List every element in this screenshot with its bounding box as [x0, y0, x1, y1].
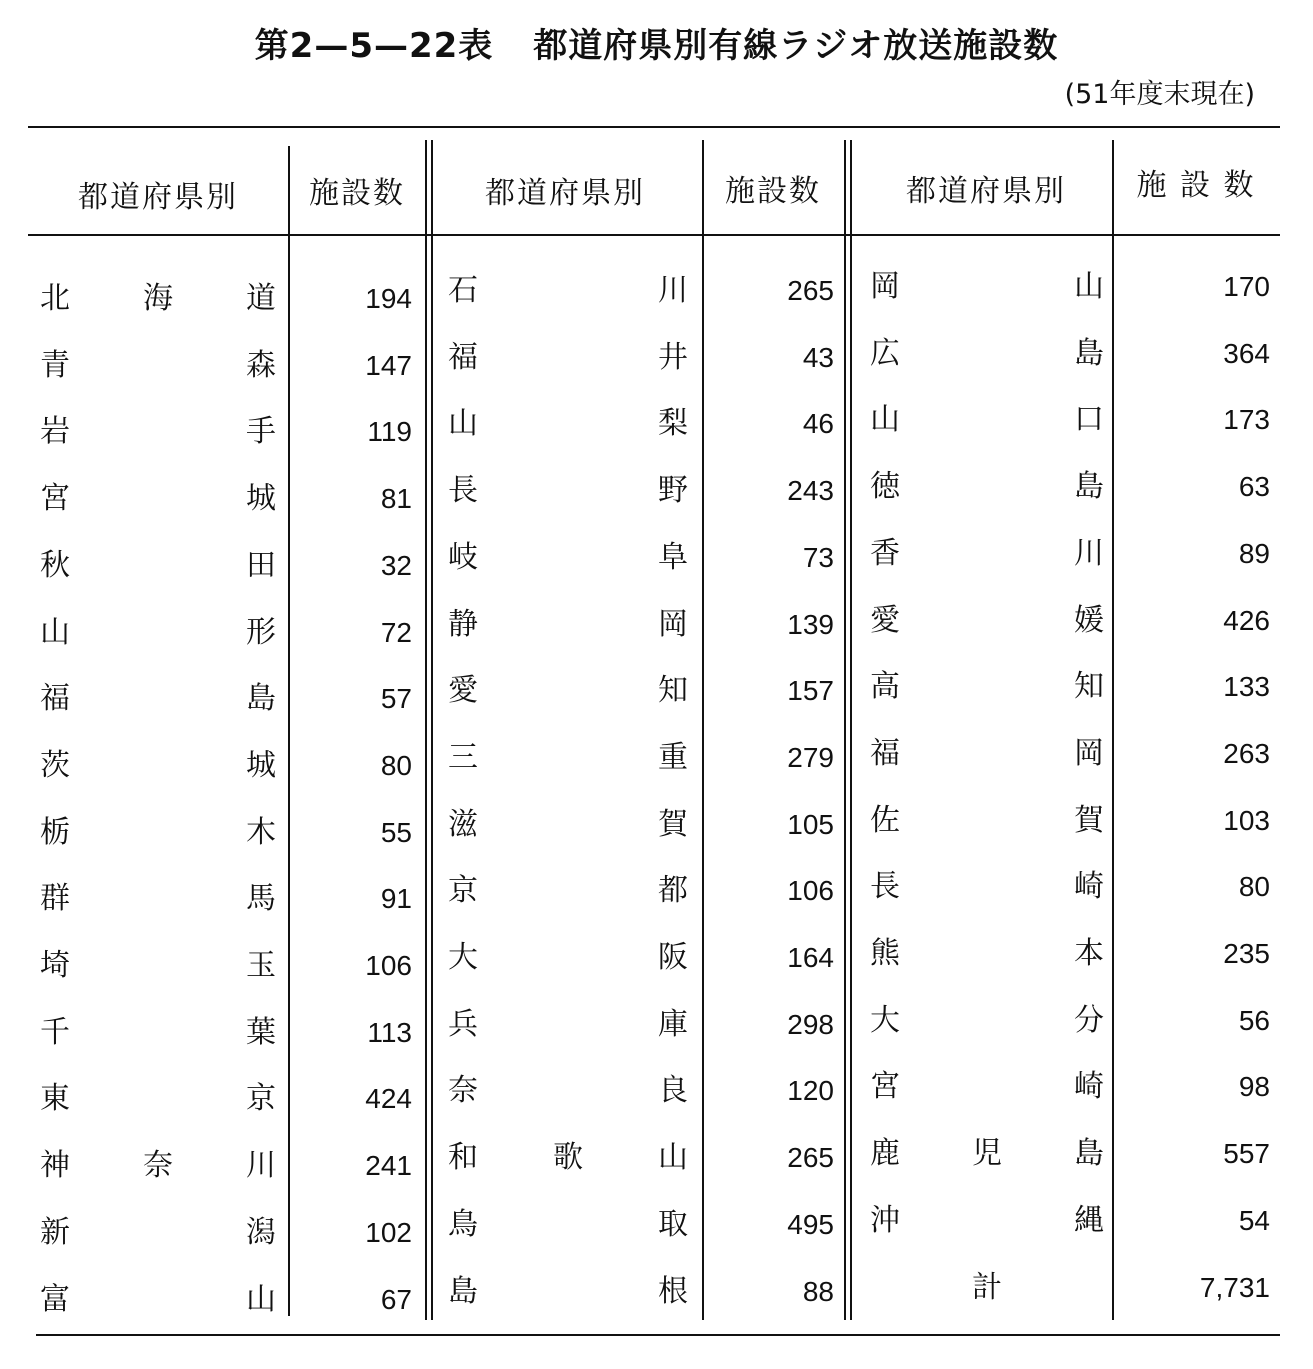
- divider-2b: [431, 140, 433, 1320]
- facility-count: 241: [365, 1150, 412, 1181]
- prefecture-char: 広: [870, 336, 900, 371]
- prefecture-name: [40, 1010, 276, 1056]
- facility-count: 364: [1223, 338, 1270, 369]
- prefecture-char: 形: [246, 615, 276, 650]
- prefecture-char: 井: [658, 340, 688, 375]
- prefecture-char: 島: [246, 681, 276, 716]
- prefecture-char: 岡: [658, 607, 688, 642]
- facility-count: 73: [802, 542, 834, 573]
- prefecture-char: 青: [40, 348, 70, 383]
- prefecture-char: 福: [448, 340, 478, 375]
- prefecture-char: 静: [448, 607, 478, 642]
- prefecture-char: 岡: [870, 269, 900, 304]
- facility-count: 119: [367, 416, 412, 447]
- prefecture-name: [448, 468, 688, 514]
- prefecture-char: 城: [246, 748, 276, 783]
- facility-count: 81: [380, 483, 412, 514]
- prefecture-char: 島: [1074, 469, 1104, 504]
- prefecture-char: 馬: [246, 881, 276, 916]
- prefecture-char: 野: [658, 473, 688, 508]
- prefecture-char: 京: [448, 873, 478, 908]
- prefecture-name: [40, 1277, 276, 1323]
- facility-count: 298: [787, 1009, 834, 1040]
- prefecture-char: 阜: [658, 540, 688, 575]
- prefecture-char: 手: [246, 414, 276, 449]
- prefecture-char: 兵: [448, 1007, 478, 1042]
- prefecture-name: [870, 998, 1104, 1044]
- prefecture-name: [40, 610, 276, 656]
- prefecture-char: 庫: [658, 1007, 688, 1042]
- prefecture-char: 賀: [1074, 803, 1104, 838]
- prefecture-name: [870, 331, 1104, 377]
- facility-count: 557: [1223, 1138, 1270, 1169]
- prefecture-name: [40, 943, 276, 989]
- prefecture-char: 愛: [448, 673, 478, 708]
- prefecture-name: [448, 735, 688, 781]
- prefecture-name: [40, 876, 276, 922]
- prefecture-name: [448, 535, 688, 581]
- prefecture-name: [870, 264, 1104, 310]
- prefecture-name: [40, 476, 276, 522]
- prefecture-name: [448, 935, 688, 981]
- prefecture-char: 玉: [246, 948, 276, 983]
- prefecture-char: 島: [1074, 1136, 1104, 1171]
- prefecture-name: [448, 268, 688, 314]
- prefecture-char: 岐: [448, 540, 478, 575]
- prefecture-name: [448, 1068, 688, 1114]
- facility-count: 147: [365, 350, 412, 381]
- prefecture-char: 福: [870, 736, 900, 771]
- as-of-note: (51年度末現在): [1064, 79, 1255, 110]
- prefecture-char: 富: [40, 1282, 70, 1317]
- facility-count: 63: [1238, 471, 1270, 502]
- prefecture-char: 新: [40, 1215, 70, 1250]
- facility-count: 102: [365, 1217, 412, 1248]
- header-pref-1: 都道府県別: [78, 180, 238, 215]
- facility-count: 170: [1223, 271, 1270, 302]
- prefecture-char: 千: [40, 1015, 70, 1050]
- prefecture-char: 宮: [870, 1069, 900, 1104]
- table-caption: 都道府県別有線ラジオ放送施設数: [533, 26, 1059, 66]
- prefecture-char: 和: [448, 1140, 478, 1175]
- prefecture-char: 熊: [870, 936, 900, 971]
- prefecture-name: [448, 668, 688, 714]
- table-title: [0, 18, 1313, 67]
- prefecture-name: [40, 810, 276, 856]
- prefecture-char: 都: [658, 873, 688, 908]
- total-count: 7,731: [1199, 1272, 1270, 1303]
- prefecture-char: 群: [40, 881, 70, 916]
- prefecture-char: 葉: [246, 1015, 276, 1050]
- facility-count: 279: [787, 742, 834, 773]
- divider-4a: [844, 140, 846, 1320]
- prefecture-name: [870, 864, 1104, 910]
- prefecture-char: 高: [870, 669, 900, 704]
- facility-count: 265: [787, 1142, 834, 1173]
- facility-count: 120: [787, 1075, 834, 1106]
- header-rule: [28, 234, 1280, 236]
- facility-count: 91: [380, 883, 412, 914]
- prefecture-char: 海: [143, 281, 173, 316]
- facility-count: 265: [787, 275, 834, 306]
- prefecture-name: [448, 868, 688, 914]
- table-number: 第2—5—22表: [254, 26, 494, 66]
- header-count-3: 施 設 数: [1136, 168, 1256, 203]
- prefecture-name: [40, 409, 276, 455]
- prefecture-char: 鳥: [448, 1207, 478, 1242]
- prefecture-char: 知: [1074, 669, 1104, 704]
- prefecture-name: [40, 343, 276, 389]
- prefecture-name: [870, 397, 1104, 443]
- prefecture-char: 島: [1074, 336, 1104, 371]
- prefecture-char: 取: [658, 1207, 688, 1242]
- facility-count: 56: [1238, 1005, 1270, 1036]
- prefecture-char: 川: [658, 273, 688, 308]
- prefecture-char: 田: [246, 548, 276, 583]
- prefecture-char: 神: [40, 1148, 70, 1183]
- prefecture-char: 媛: [1074, 603, 1104, 638]
- prefecture-char: 山: [1074, 269, 1104, 304]
- facility-count: 243: [787, 475, 834, 506]
- prefecture-char: 計: [972, 1270, 1002, 1305]
- prefecture-char: 三: [448, 740, 478, 775]
- prefecture-char: 道: [246, 281, 276, 316]
- prefecture-char: 東: [40, 1081, 70, 1116]
- prefecture-char: 長: [448, 473, 478, 508]
- prefecture-name: [40, 743, 276, 789]
- prefecture-char: 奈: [448, 1073, 478, 1108]
- prefecture-char: 秋: [40, 548, 70, 583]
- header-pref-2: 都道府県別: [485, 176, 645, 211]
- prefecture-name: [448, 401, 688, 447]
- prefecture-name: [40, 276, 276, 322]
- facility-count: 235: [1223, 938, 1270, 969]
- facility-count: 263: [1223, 738, 1270, 769]
- prefecture-name: [448, 1002, 688, 1048]
- prefecture-char: 岩: [40, 414, 70, 449]
- facility-count: 106: [365, 950, 412, 981]
- facility-count: 80: [380, 750, 412, 781]
- prefecture-name: [870, 598, 1104, 644]
- prefecture-name: [870, 664, 1104, 710]
- facility-count: 106: [787, 875, 834, 906]
- header-pref-3: 都道府県別: [906, 174, 1066, 209]
- prefecture-char: 長: [870, 869, 900, 904]
- prefecture-char: 宮: [40, 481, 70, 516]
- prefecture-char: 森: [246, 348, 276, 383]
- prefecture-char: 石: [448, 273, 478, 308]
- prefecture-char: 佐: [870, 803, 900, 838]
- prefecture-name: [870, 931, 1104, 977]
- prefecture-char: 福: [40, 681, 70, 716]
- facility-count: 67: [380, 1284, 412, 1315]
- facility-count: 194: [365, 283, 412, 314]
- facility-count: 426: [1223, 605, 1270, 636]
- prefecture-name: [40, 543, 276, 589]
- prefecture-char: 鹿: [870, 1136, 900, 1171]
- facility-count: 113: [367, 1017, 412, 1048]
- prefecture-char: 山: [870, 402, 900, 437]
- prefecture-name: [448, 335, 688, 381]
- prefecture-name: [448, 1269, 688, 1315]
- prefecture-name: [448, 1135, 688, 1181]
- prefecture-char: 児: [972, 1136, 1002, 1171]
- prefecture-char: 分: [1074, 1003, 1104, 1038]
- prefecture-char: 徳: [870, 469, 900, 504]
- prefecture-char: 山: [40, 615, 70, 650]
- header-count-2: 施設数: [725, 174, 821, 209]
- prefecture-char: 木: [246, 815, 276, 850]
- prefecture-char: 口: [1074, 402, 1104, 437]
- prefecture-char: 重: [658, 740, 688, 775]
- prefecture-char: 愛: [870, 603, 900, 638]
- prefecture-char: 大: [870, 1003, 900, 1038]
- facility-count: 103: [1223, 805, 1270, 836]
- prefecture-char: 埼: [40, 948, 70, 983]
- prefecture-char: 崎: [1074, 869, 1104, 904]
- prefecture-char: 茨: [40, 748, 70, 783]
- prefecture-name: [40, 676, 276, 722]
- facility-count: 424: [365, 1083, 412, 1114]
- prefecture-char: 京: [246, 1081, 276, 1116]
- facility-count: 80: [1238, 871, 1270, 902]
- prefecture-char: 歌: [553, 1140, 583, 1175]
- facility-count: 495: [787, 1209, 834, 1240]
- facility-count: 89: [1238, 538, 1270, 569]
- prefecture-name: [448, 802, 688, 848]
- facility-count: 72: [380, 617, 412, 648]
- prefecture-name: [870, 1131, 1104, 1177]
- top-rule: [28, 126, 1280, 128]
- facility-count: 105: [787, 809, 834, 840]
- prefecture-char: 根: [658, 1274, 688, 1309]
- divider-2a: [425, 140, 427, 1320]
- prefecture-char: 栃: [40, 815, 70, 850]
- facility-count: 46: [802, 408, 834, 439]
- prefecture-char: 香: [870, 536, 900, 571]
- prefecture-char: 縄: [1074, 1203, 1104, 1238]
- facility-count: 55: [380, 817, 412, 848]
- prefecture-char: 岡: [1074, 736, 1104, 771]
- facility-count: 32: [380, 550, 412, 581]
- bottom-rule: [36, 1334, 1280, 1336]
- facility-count: 54: [1238, 1205, 1270, 1236]
- prefecture-name: [870, 1064, 1104, 1110]
- prefecture-char: 山: [448, 406, 478, 441]
- facility-count: 133: [1223, 671, 1270, 702]
- prefecture-name: [40, 1210, 276, 1256]
- prefecture-char: 島: [448, 1274, 478, 1309]
- facility-count: 57: [380, 683, 412, 714]
- prefecture-char: 滋: [448, 807, 478, 842]
- prefecture-name: [448, 602, 688, 648]
- prefecture-char: 梨: [658, 406, 688, 441]
- prefecture-char: 崎: [1074, 1069, 1104, 1104]
- prefecture-char: 川: [1074, 536, 1104, 571]
- prefecture-char: 大: [448, 940, 478, 975]
- prefecture-char: 奈: [143, 1148, 173, 1183]
- divider-5: [1112, 140, 1114, 1320]
- prefecture-char: 沖: [870, 1203, 900, 1238]
- facility-count: 139: [787, 609, 834, 640]
- prefecture-char: 川: [246, 1148, 276, 1183]
- prefecture-name: [870, 464, 1104, 510]
- prefecture-char: 阪: [658, 940, 688, 975]
- prefecture-name: [870, 1198, 1104, 1244]
- prefecture-char: 本: [1074, 936, 1104, 971]
- prefecture-char: 賀: [658, 807, 688, 842]
- prefecture-char: 山: [658, 1140, 688, 1175]
- facility-count: 157: [787, 675, 834, 706]
- facility-count: 98: [1238, 1071, 1270, 1102]
- prefecture-name: [870, 798, 1104, 844]
- facility-count: 173: [1223, 404, 1270, 435]
- prefecture-name: [870, 1265, 1104, 1311]
- prefecture-name: [40, 1143, 276, 1189]
- facility-count: 164: [787, 942, 834, 973]
- header-count-1: 施設数: [309, 176, 405, 211]
- prefecture-char: 山: [246, 1282, 276, 1317]
- prefecture-char: 北: [40, 281, 70, 316]
- facility-count: 43: [802, 342, 834, 373]
- facility-count: 88: [802, 1276, 834, 1307]
- prefecture-name: [448, 1202, 688, 1248]
- prefecture-char: 潟: [246, 1215, 276, 1250]
- prefecture-char: 城: [246, 481, 276, 516]
- prefecture-name: [870, 731, 1104, 777]
- prefecture-char: 知: [658, 673, 688, 708]
- prefecture-name: [870, 531, 1104, 577]
- prefecture-char: 良: [658, 1073, 688, 1108]
- prefecture-name: [40, 1076, 276, 1122]
- divider-4b: [850, 140, 852, 1320]
